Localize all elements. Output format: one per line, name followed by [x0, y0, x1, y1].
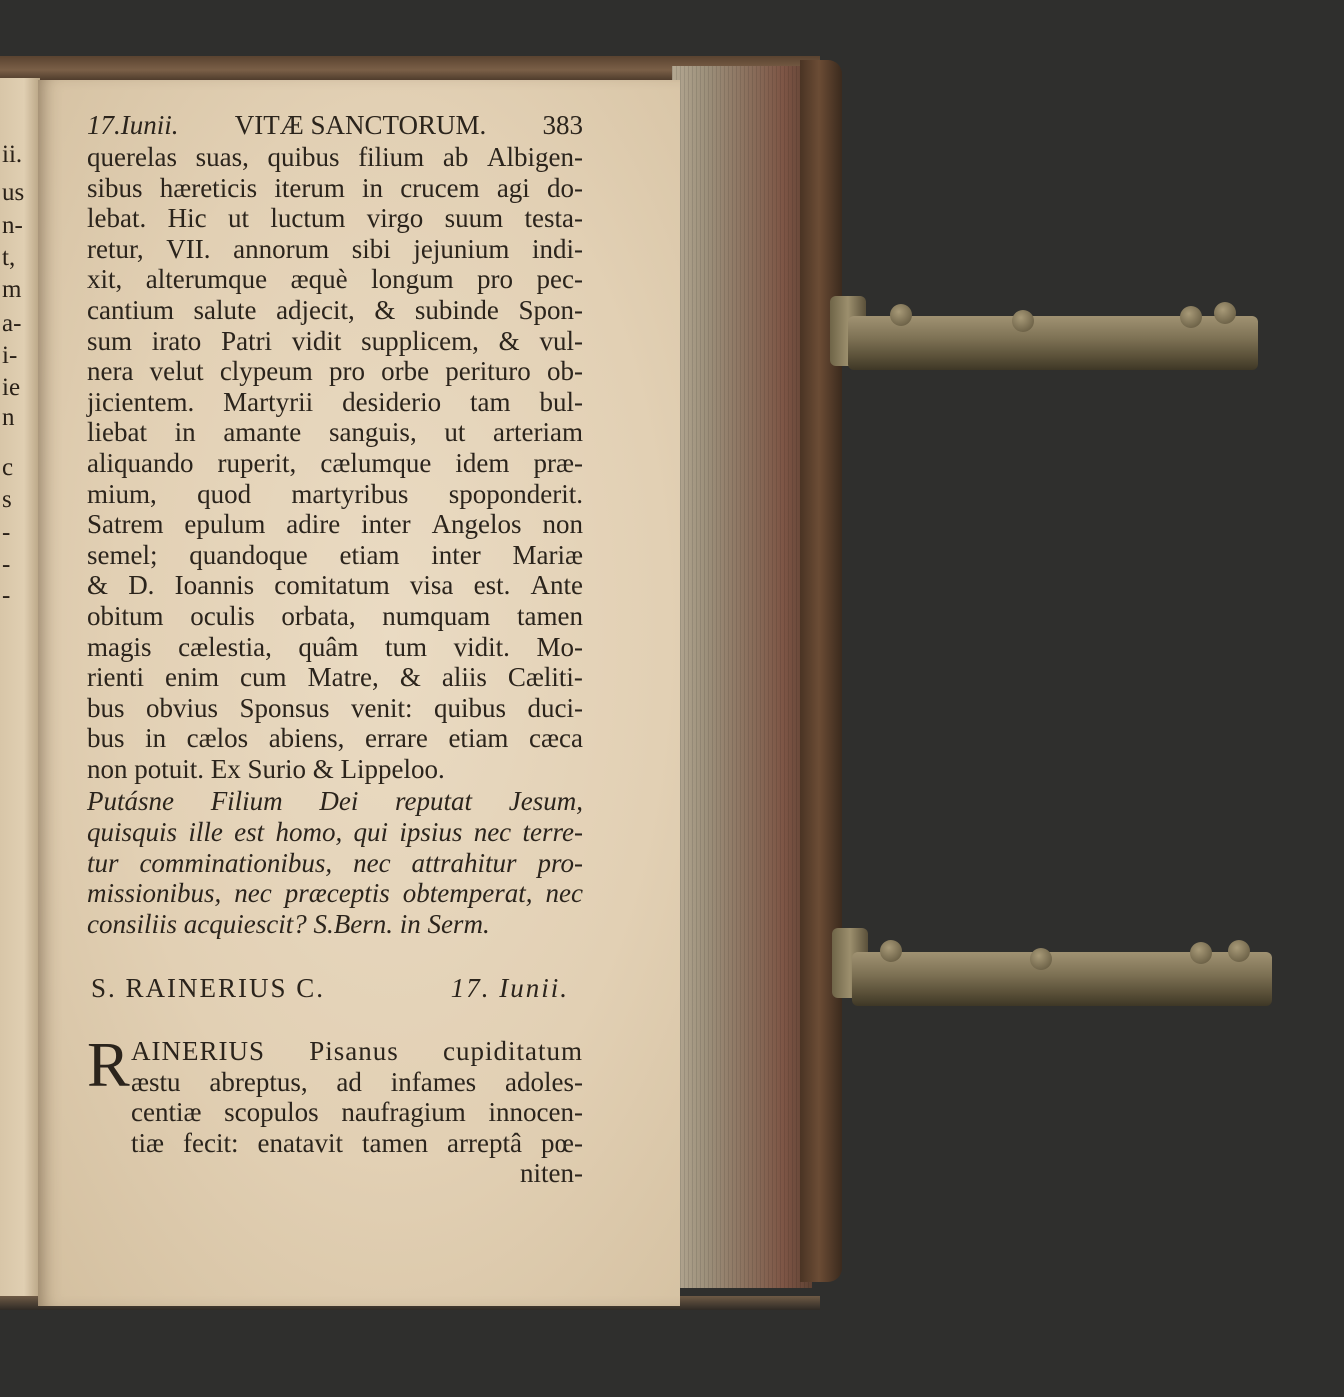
left-page-text-fragment: c — [2, 454, 14, 481]
left-page-text-fragment: - — [2, 551, 11, 578]
text-line: xit, alterumque æquè longum pro pec- — [87, 264, 583, 295]
text-line: retur, VII. annorum sibi jejunium indi- — [87, 233, 583, 264]
text-line: cantium salute adjecit, & subinde Spon- — [87, 294, 583, 325]
clasp-ornament — [1180, 306, 1202, 328]
body-paragraph — [87, 142, 583, 754]
clasp-ornament — [880, 940, 902, 962]
quotation-last-line: consiliis acquiescit? S.Bern. in Serm. — [87, 908, 490, 939]
left-page-text-fragment: t, — [2, 244, 16, 271]
text-line: centiæ scopulos naufragium innocen- — [131, 1097, 583, 1128]
section-lines — [87, 1067, 583, 1159]
text-line: sum irato Patri vidit supplicem, & vul- — [87, 325, 583, 356]
text-line: bus in cælos abiens, errare etiam cæca — [87, 723, 583, 754]
text-line: liebat in amante sanguis, ut arteriam — [87, 417, 583, 448]
left-page-text-fragment: a- — [2, 310, 22, 337]
text-line: rienti enim cum Matre, & aliis Cæliti- — [87, 662, 583, 693]
quotation — [87, 786, 583, 908]
section-paragraph — [87, 1029, 583, 1158]
clasp-ornament — [1228, 940, 1250, 962]
catchword: niten- — [520, 1158, 583, 1189]
book-page — [38, 80, 680, 1306]
text-line: obitum oculis orbata, numquam tamen — [87, 600, 583, 631]
text-line: mium, quod martyribus spoponderit. — [87, 478, 583, 509]
text-line: Satrem epulum adire inter Angelos non — [87, 509, 583, 540]
clasp-ornament — [890, 304, 912, 326]
section-heading-date: 17. Iunii. — [450, 973, 569, 1004]
text-line: lebat. Hic ut luctum virgo suum testa- — [87, 203, 583, 234]
page-block-fore-edge — [672, 66, 812, 1288]
text-line: Putásne Filium Dei reputat Jesum, — [87, 786, 583, 817]
text-line: nera velut clypeum pro orbe perituro ob- — [87, 356, 583, 387]
text-line: sibus hæreticis iterum in crucem agi do- — [87, 172, 583, 203]
section-heading-saint: S. RAINERIUS C. — [91, 973, 326, 1004]
left-page-text-fragment: us — [2, 179, 25, 206]
left-page-text-fragment: ie — [2, 374, 21, 401]
page-text — [87, 110, 583, 1189]
text-line: jicientem. Martyrii desiderio tam bul- — [87, 386, 583, 417]
text-line: æstu abreptus, ad infames adoles- — [131, 1066, 583, 1097]
running-head-date: 17.Iunii. — [87, 110, 179, 140]
left-page-text-fragment: m — [2, 276, 22, 303]
running-head-title: VITÆ SANCTORUM. — [234, 110, 487, 140]
text-line: missionibus, nec præceptis obtemperat, nec — [87, 878, 583, 909]
text-line: semel; quandoque etiam inter Mariæ — [87, 539, 583, 570]
running-head — [87, 110, 583, 140]
clasp-ornament — [1214, 302, 1236, 324]
text-line: magis cælestia, quâm tum vidit. Mo- — [87, 631, 583, 662]
page-number: 383 — [542, 110, 583, 140]
left-page-fragment — [0, 78, 40, 1300]
text-line: quisquis ille est homo, qui ipsius nec terre- — [87, 817, 583, 848]
left-page-text-fragment: - — [2, 582, 11, 609]
body-last-line: non potuit. Ex Surio & Lippeloo. — [87, 753, 445, 784]
clasp-ornament — [1012, 310, 1034, 332]
left-page-text-fragment: s — [2, 486, 12, 513]
left-page-text-fragment: i- — [2, 342, 18, 369]
left-page-text-fragment: - — [2, 519, 11, 546]
text-line: tur comminationibus, nec attrahitur pro- — [87, 847, 583, 878]
text-line: aliquando ruperit, cælumque idem præ- — [87, 447, 583, 478]
section-heading — [87, 973, 583, 1004]
clasp-ornament — [1190, 942, 1212, 964]
text-line: bus obvius Sponsus venit: quibus duci- — [87, 692, 583, 723]
section-first-line: AINERIUS Pisanus cupiditatum — [131, 1036, 583, 1067]
text-line: tiæ fecit: enatavit tamen arreptâ pœ- — [131, 1127, 583, 1158]
text-line: & D. Ioannis comitatum visa est. Ante — [87, 570, 583, 601]
text-line: querelas suas, quibus filium ab Albigen- — [87, 142, 583, 172]
left-page-text-fragment: n- — [2, 212, 23, 239]
clasp-ornament — [1030, 948, 1052, 970]
left-page-text-fragment: ii. — [2, 141, 23, 168]
drop-capital: R — [87, 1029, 130, 1101]
leather-cover-spine — [800, 60, 842, 1282]
left-page-text-fragment: n — [2, 404, 15, 431]
